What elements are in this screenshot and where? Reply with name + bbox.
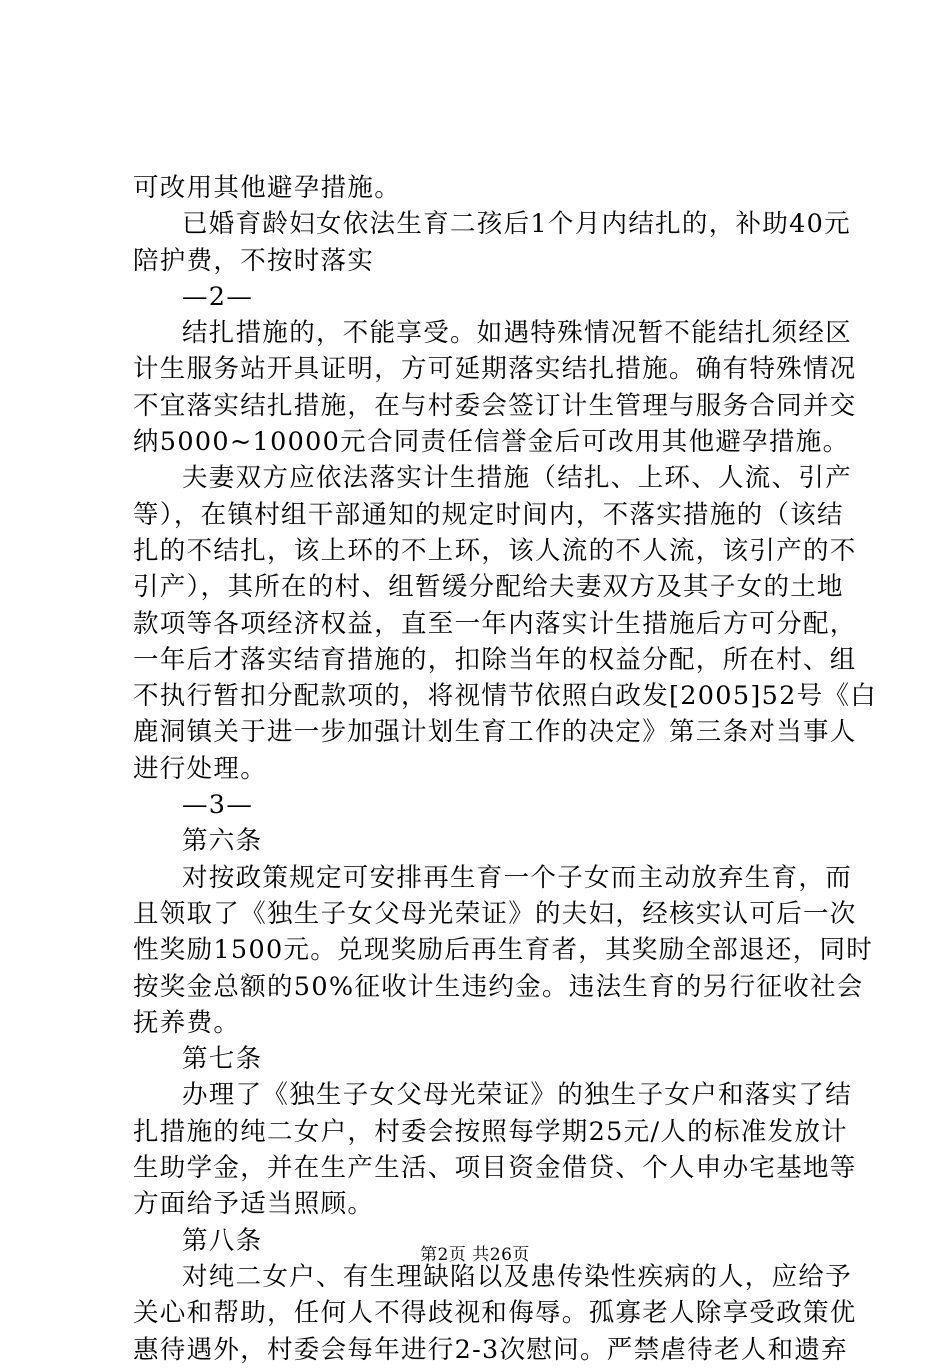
text-line: 第六条 xyxy=(182,826,263,857)
text-line: 结扎措施的，不能享受。如遇特殊情况暂不能结扎须经区 xyxy=(182,318,853,349)
text-line: 款项等各项经济权益，直至一年内落实计生措施后方可分配， xyxy=(133,608,857,639)
text-line: 不执行暂扣分配款项的，将视情节依照白政发[2005]52号《白 xyxy=(133,681,878,712)
text-line: 且领取了《独生子女父母光荣证》的夫妇，经核实认可后一次 xyxy=(133,898,857,929)
page-number-footer: 第2页 共26页 xyxy=(420,1245,530,1265)
text-line: 一年后才落实结育措施的，扣除当年的权益分配，所在村、组 xyxy=(133,644,857,675)
text-line: 陪护费，不按时落实 xyxy=(133,245,375,276)
text-line: 第八条 xyxy=(182,1225,263,1256)
text-line: 可改用其他避孕措施。 xyxy=(133,173,402,203)
text-line: 鹿洞镇关于进一步加强计划生育工作的决定》第三条对当事人 xyxy=(133,717,857,748)
text-line: 进行处理。 xyxy=(133,753,268,784)
text-line: 计生服务站开具证明，方可延期落实结扎措施。确有特殊情况 xyxy=(133,354,857,385)
text-line: 不宜落实结扎措施，在与村委会签订计生管理与服务合同并交 xyxy=(133,390,857,421)
text-line: 性奖励1500元。兑现奖励后再生育者，其奖励全部退还，同时 xyxy=(133,935,874,966)
text-line: 扎措施的纯二女户，村委会按照每学期25元/人的标准发放计 xyxy=(133,1116,848,1147)
text-line: 对按政策规定可安排再生育一个子女而主动放弃生育，而 xyxy=(182,862,853,893)
text-line: —2— xyxy=(182,281,254,312)
text-line: 引产），其所在的村、组暂缓分配给夫妻双方及其子女的土地 xyxy=(133,572,844,603)
text-line: 生助学金，并在生产生活、项目资金借贷、个人申办宅基地等 xyxy=(133,1153,857,1184)
document-body xyxy=(133,170,878,1368)
text-line: 方面给予适当照顾。 xyxy=(133,1189,375,1220)
text-line: 办理了《独生子女父母光荣证》的独生子女户和落实了结 xyxy=(182,1080,853,1111)
text-line: 关心和帮助，任何人不得歧视和侮辱。孤寡老人除享受政策优 xyxy=(133,1298,857,1329)
text-line: 夫妻双方应依法落实计生措施（结扎、上环、人流、引产 xyxy=(182,463,853,494)
text-line: 已婚育龄妇女依法生育二孩后1个月内结扎的，补助40元 xyxy=(182,209,851,240)
text-line: 惠待遇外，村委会每年进行2-3次慰问。严禁虐待老人和遗弃 xyxy=(133,1334,848,1365)
text-line: 等），在镇村组干部通知的规定时间内，不落实措施的（该结 xyxy=(133,499,844,530)
text-line: 对纯二女户、有生理缺陷以及患传染性疾病的人，应给予 xyxy=(182,1261,853,1292)
text-line: 按奖金总额的50%征收计生违约金。违法生育的另行征收社会 xyxy=(133,971,864,1002)
text-line: —3— xyxy=(182,790,254,821)
text-line: 第七条 xyxy=(182,1044,263,1075)
text-line: 纳5000~10000元合同责任信誉金后可改用其他避孕措施。 xyxy=(133,427,850,458)
text-line: 扎的不结扎，该上环的不上环，该人流的不人流，该引产的不 xyxy=(133,535,857,566)
text-line: 抚养费。 xyxy=(133,1007,241,1038)
